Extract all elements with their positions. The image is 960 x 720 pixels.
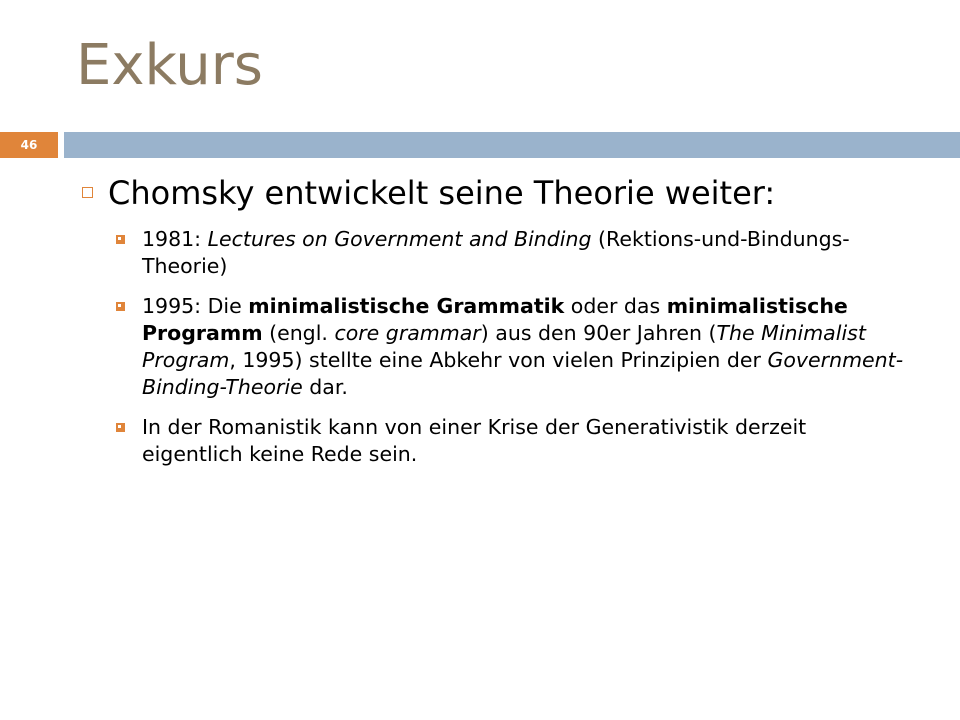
sub-point-text: oder das — [564, 294, 667, 319]
sub-point-text: In der Romanistik kann von einer Krise der Generativistik derzeit eigentlich keine Rede sein. — [142, 415, 807, 467]
main-point-text: Chomsky entwickelt seine Theorie weiter: — [108, 174, 776, 212]
italic-term: Government-Binding-Theorie — [142, 348, 904, 400]
bold-term: minimalistische Programm — [142, 294, 848, 346]
sub-point-text: dar. — [302, 375, 348, 400]
bold-term: minimalistische Grammatik — [248, 294, 565, 319]
sub-point-text: (engl. — [262, 321, 335, 346]
slide-content — [78, 174, 938, 481]
sub-point-text: 1981: — [142, 227, 208, 252]
slide-title: Exkurs — [76, 33, 263, 98]
decorative-band — [64, 132, 960, 158]
sub-point-romanistik — [78, 414, 912, 468]
sub-point-1981 — [78, 226, 912, 280]
sub-point-1995 — [78, 293, 912, 401]
page-number: 46 — [0, 132, 58, 158]
book-title: The Minimalist Program — [142, 321, 866, 373]
square-filled-bullet-icon — [116, 302, 125, 311]
sub-point-text: , 1995) stellte eine Abkehr von vielen Prinzipien der — [229, 348, 768, 373]
book-title: Lectures on Government and Binding — [207, 227, 592, 252]
page-number-band — [0, 132, 960, 158]
sub-point-text: (Rektions-und-Bindungs-Theorie) — [142, 227, 850, 279]
sub-point-text: 1995: Die — [142, 294, 249, 319]
square-outline-bullet-icon — [82, 187, 93, 198]
italic-term: core grammar — [334, 321, 481, 346]
square-filled-bullet-icon — [116, 235, 125, 244]
sub-point-text: ) aus den 90er Jahren ( — [480, 321, 717, 346]
main-point — [78, 174, 938, 212]
square-filled-bullet-icon — [116, 423, 125, 432]
